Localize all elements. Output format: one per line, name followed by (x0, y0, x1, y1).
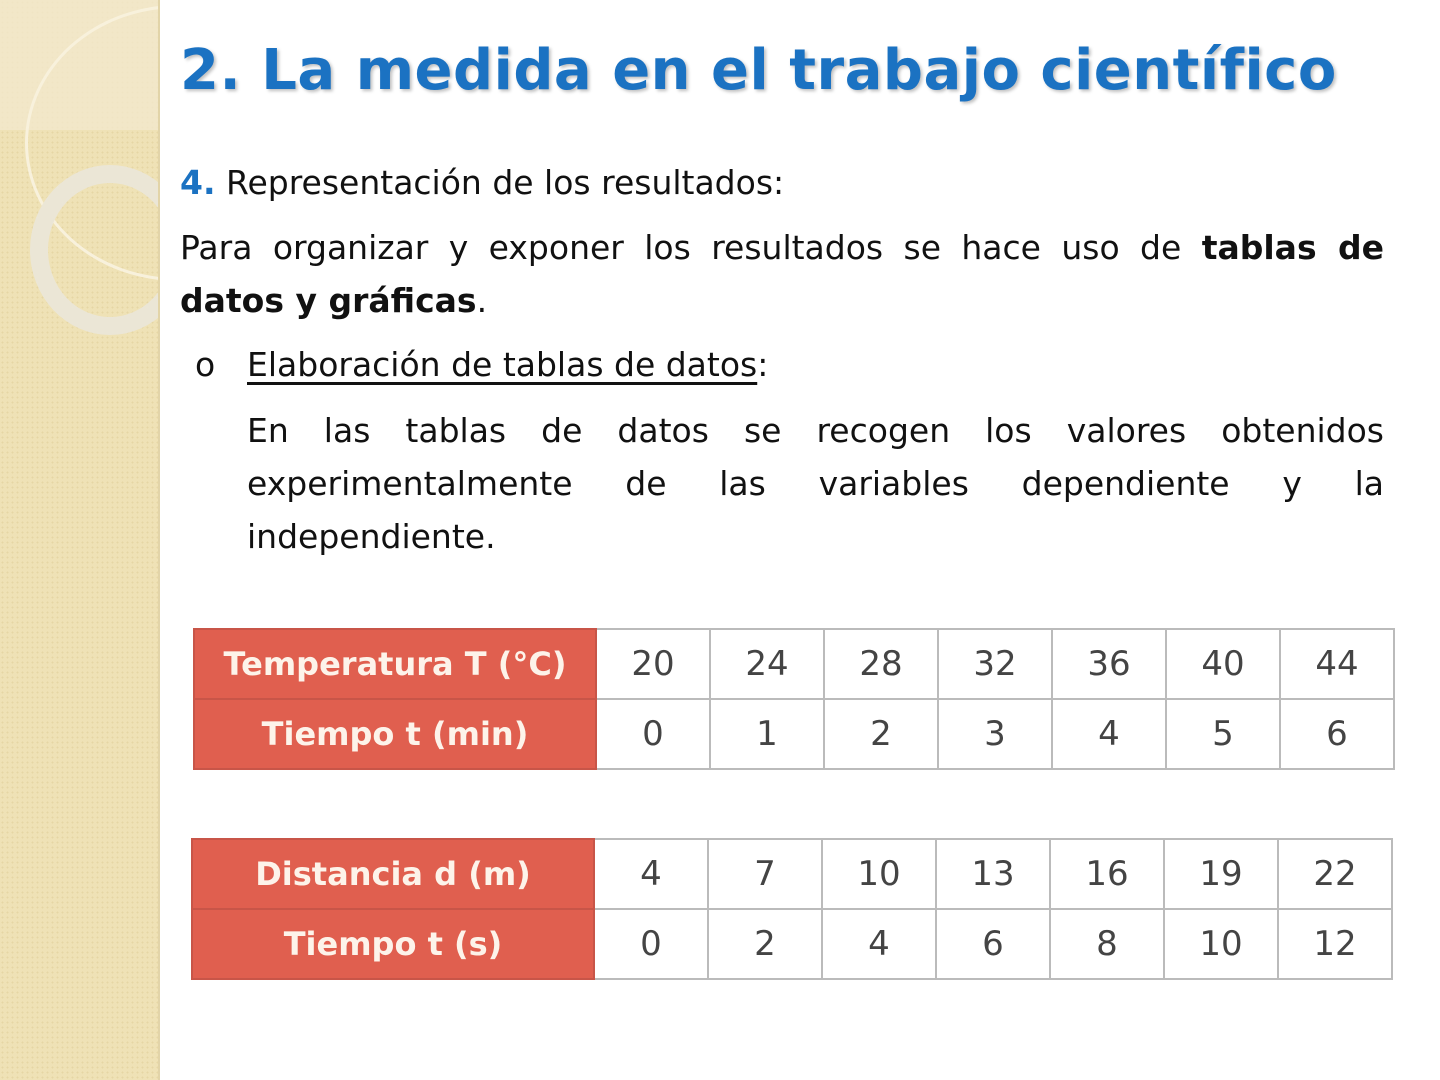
bullet-item (195, 338, 768, 391)
table-cell: 2 (824, 699, 938, 769)
bullet-marker: o (195, 345, 216, 384)
decorative-sidebar (0, 0, 160, 1080)
bullet-colon: : (757, 345, 769, 384)
table-cell: 0 (594, 909, 708, 979)
table-cell: 7 (708, 839, 822, 909)
table-cell: 12 (1278, 909, 1392, 979)
bullet-label: Elaboración de tablas de datos (247, 345, 758, 384)
table-cell: 13 (936, 839, 1050, 909)
table-cell: 40 (1166, 629, 1280, 699)
table-row (194, 699, 1394, 769)
table-cell: 4 (1052, 699, 1166, 769)
section-heading (180, 156, 784, 209)
table-cell: 36 (1052, 629, 1166, 699)
row-header: Tiempo t (min) (194, 699, 596, 769)
table-cell: 16 (1050, 839, 1164, 909)
row-header: Distancia d (m) (192, 839, 594, 909)
intro-end: . (476, 281, 488, 320)
table-cell: 20 (596, 629, 710, 699)
table-cell: 22 (1278, 839, 1392, 909)
data-table-distance (191, 838, 1393, 980)
table-cell: 5 (1166, 699, 1280, 769)
intro-paragraph (180, 221, 1384, 327)
table-cell: 32 (938, 629, 1052, 699)
table-cell: 19 (1164, 839, 1278, 909)
table-cell: 6 (936, 909, 1050, 979)
row-header: Temperatura T (°C) (194, 629, 596, 699)
table-row (192, 909, 1392, 979)
intro-text: Para organizar y exponer los resultados se hace uso de (180, 228, 1202, 267)
table-row (194, 629, 1394, 699)
intro-bold: tablas de datos y gráficas (180, 228, 1384, 320)
row-header: Tiempo t (s) (192, 909, 594, 979)
slide-title: 2. La medida en el trabajo científico (180, 38, 1337, 103)
table-cell: 4 (594, 839, 708, 909)
data-table-temperature (193, 628, 1395, 770)
table-cell: 28 (824, 629, 938, 699)
table-cell: 6 (1280, 699, 1394, 769)
section-text: Representación de los resultados: (226, 163, 785, 202)
table-cell: 10 (822, 839, 936, 909)
table-cell: 24 (710, 629, 824, 699)
description-paragraph: En las tablas de datos se recogen los valores obtenidos experimentalmente de las variables dependiente y la independiente. (247, 411, 1384, 556)
table-cell: 3 (938, 699, 1052, 769)
table-cell: 44 (1280, 629, 1394, 699)
table-cell: 8 (1050, 909, 1164, 979)
section-number: 4. (180, 163, 216, 202)
table-cell: 1 (710, 699, 824, 769)
table-cell: 4 (822, 909, 936, 979)
table-cell: 0 (596, 699, 710, 769)
table-row (192, 839, 1392, 909)
table-cell: 2 (708, 909, 822, 979)
table-cell: 10 (1164, 909, 1278, 979)
